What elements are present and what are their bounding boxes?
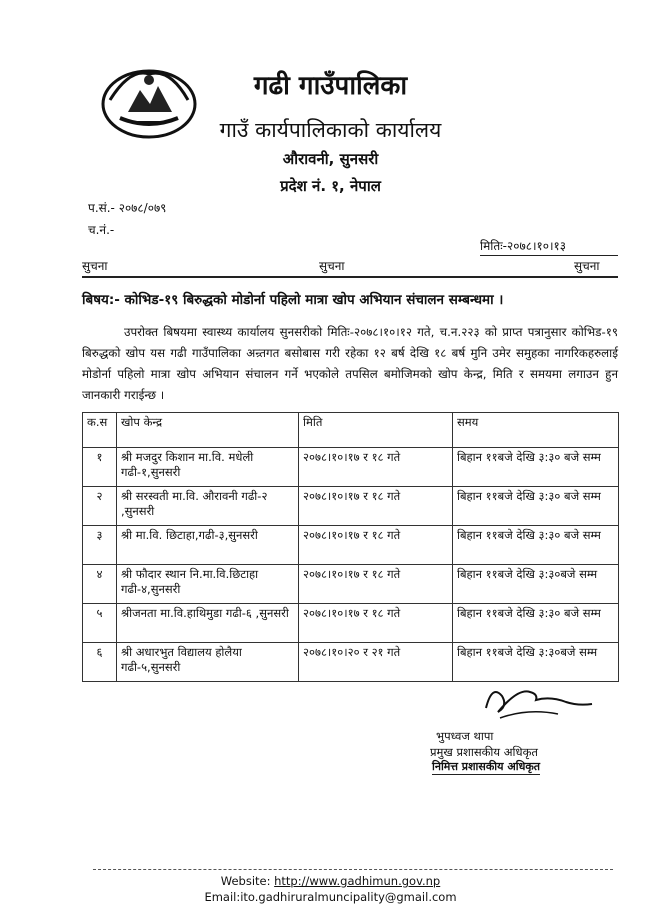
row-center: श्री मा.वि. छिटाहा,गढी-३,सुनसरी	[117, 526, 299, 565]
table-row	[83, 565, 619, 604]
table-row	[83, 487, 619, 526]
header-serial: क.स	[83, 413, 117, 448]
body-paragraph	[82, 322, 618, 406]
row-serial: २	[83, 487, 117, 526]
letter-number: प.सं.- २०७८/०७९	[88, 201, 167, 215]
vaccination-schedule-table	[82, 412, 619, 682]
footer-divider	[93, 869, 613, 870]
row-center: श्री मजदुर किशान मा.वि. मधेली गढी-१,सुनसरी	[117, 448, 299, 487]
table-header-row	[83, 413, 619, 448]
row-date: २०७८।१०।१७ र १८ गते	[299, 526, 453, 565]
row-time: बिहान ११बजे देखि ३:३०बजे सम्म	[453, 643, 619, 682]
office-title: गढी गाउँपालिका	[253, 71, 408, 101]
row-time: बिहान ११बजे देखि ३:३० बजे सम्म	[453, 487, 619, 526]
notice-label-right: सुचना	[574, 259, 600, 273]
header-divider	[82, 276, 618, 278]
row-time: बिहान ११बजे देखि ३:३०बजे सम्म	[453, 565, 619, 604]
header-center: खोप केन्द्र	[117, 413, 299, 448]
row-date: २०७८।१०।१७ र १८ गते	[299, 604, 453, 643]
website-label: Website:	[220, 874, 271, 888]
row-serial: १	[83, 448, 117, 487]
table-row	[83, 643, 619, 682]
row-center: श्री अधारभुत विद्यालय होलैया गढी-५,सुनसरी	[117, 643, 299, 682]
signatory-name: भुपध्वज थापा	[436, 729, 494, 743]
row-center: श्री सरस्वती मा.वि. औरावनी गढी-२ ,सुनसरी	[117, 487, 299, 526]
header-date: मिति	[299, 413, 453, 448]
row-serial: ३	[83, 526, 117, 565]
row-date: २०७८।१०।१७ र १८ गते	[299, 565, 453, 604]
official-stamp: निमित्त प्रशासकीय अधिकृत	[432, 760, 541, 773]
row-date: २०७८।१०।१७ र १८ गते	[299, 487, 453, 526]
row-serial: ६	[83, 643, 117, 682]
website-link[interactable]: http://www.gadhimun.gov.np	[274, 874, 441, 888]
handwritten-signature	[478, 678, 598, 722]
row-center: श्री फौदार स्थान नि.मा.वि.छिटाहा गढी-४,सुनसरी	[117, 565, 299, 604]
office-subtitle: गाउँ कार्यपालिकाको कार्यालय	[219, 118, 442, 142]
row-date: २०७८।१०।२० र २१ गते	[299, 643, 453, 682]
row-serial: ४	[83, 565, 117, 604]
dispatch-number: च.नं.-	[88, 223, 115, 237]
office-location: औरावनी, सुनसरी	[282, 150, 379, 168]
subject-line: बिषय:- कोभिड-१९ बिरुद्धको मोडोर्ना पहिलो मात्रा खोप अभियान संचालन सम्बन्धमा ।	[82, 292, 504, 308]
office-province: प्रदेश नं. १, नेपाल	[280, 177, 381, 195]
header-time: समय	[453, 413, 619, 448]
footer-email[interactable]: Email:ito.gadhiruralmuncipality@gmail.com	[204, 890, 457, 904]
notice-label-center: सुचना	[319, 259, 345, 273]
signatory-title: प्रमुख प्रशासकीय अधिकृत	[430, 745, 538, 759]
row-time: बिहान ११बजे देखि ३:३० बजे सम्म	[453, 448, 619, 487]
row-serial: ५	[83, 604, 117, 643]
table-row	[83, 448, 619, 487]
row-time: बिहान ११बजे देखि ३:३० बजे सम्म	[453, 604, 619, 643]
row-time: बिहान ११बजे देखि ३:३० बजे सम्म	[453, 526, 619, 565]
notice-label-left: सुचना	[82, 259, 108, 273]
table-row	[83, 604, 619, 643]
table-row	[83, 526, 619, 565]
body-text: उपरोक्त बिषयमा स्वास्थ्य कार्यालय सुनसरीको मितिः-२०७८।१०।१२ गते, च.न.२२३ को प्राप्त पत्रानुसार कोभिड-१९ बिरुद्धको खोप यस गढी गाउँपालिका अन्र्तगत बसोबास गरी रहेका १२ बर्ष देखि १८ बर्ष मुनि उमेर समुहका नागरिकहरुलाई मोडोर्ना पहिलो मात्रा खोप अभियान संचालन गर्ने भएकोले तपसिल बमोजिमको खोप केन्द्र, मिति र समयमा लगाउन हुन जानकारी गराईन्छ ।	[82, 325, 618, 402]
row-date: २०७८।१०।१७ र १८ गते	[299, 448, 453, 487]
row-center: श्रीजनता मा.वि.हाथिमुडा गढी-६ ,सुनसरी	[117, 604, 299, 643]
letter-date: मितिः-२०७८।१०।१३	[480, 239, 567, 253]
footer-website	[0, 874, 661, 888]
date-divider	[480, 255, 618, 256]
